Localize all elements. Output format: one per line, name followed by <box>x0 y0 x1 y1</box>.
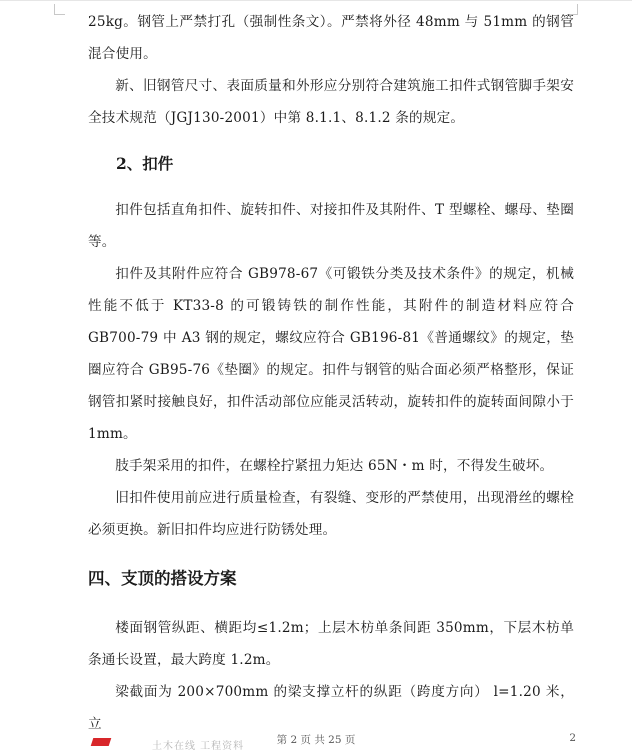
spacer <box>88 134 574 148</box>
page-footer <box>0 728 632 752</box>
crop-mark-left <box>54 4 65 15</box>
paragraph-fastener-types: 扣件包括直角扣件、旋转扣件、对接扣件及其附件、T 型螺栓、螺母、垫圈等。 <box>88 202 574 250</box>
footer-page-number: 2 <box>569 732 576 744</box>
spacer <box>88 546 574 562</box>
footer-page-indicator: 第 2 页 共 25 页 <box>276 734 356 746</box>
document-body <box>88 6 574 740</box>
paragraph-beam-support: 梁截面为 200×700mm 的梁支撑立杆的纵距（跨度方向） l=1.20 米，立 <box>88 684 574 732</box>
footer-watermark-text: 土木在线 工程资料 <box>152 741 245 752</box>
subheading-fasteners: 2、扣件 <box>116 154 174 173</box>
paragraph-fastener-inspection: 旧扣件使用前应进行质量检查，有裂缝、变形的严禁使用，出现滑丝的螺栓必须更换。新旧扣件均应进行防锈处理。 <box>88 490 574 538</box>
paragraph-fastener-torque: 肢手架采用的扣件，在螺栓拧紧扭力矩达 65N・m 时，不得发生破坏。 <box>115 458 554 474</box>
spacer <box>88 596 574 612</box>
page-top-edge <box>0 0 632 1</box>
paragraph-support-spacing: 楼面钢管纵距、横距均≤1.2m；上层木枋单条间距 350mm，下层木枋单条通长设置，最大跨度 1.2m。 <box>88 620 574 668</box>
paragraph-steel-tube-weight: 25kg。钢管上严禁打孔（强制性条文）。严禁将外径 48mm 与 51mm 的钢管混合使用。 <box>88 14 574 62</box>
paragraph-fastener-standards: 扣件及其附件应符合 GB978-67《可锻铁分类及技术条件》的规定，机械性能不低于 KT33-8 的可锻铸铁的制作性能，其附件的制造材料应符合 GB700-79 中 A3 钢的规定，螺纹应符合 GB196-81《普通螺纹》的规定，垫圈应符合 GB95-76《垫圈》的规定。扣件与钢管的贴合面必须严格整形，保证钢管扣紧时接触良好，扣件活动部位应能灵活转动，旋转扣件的旋转面间隙小于 1mm。 <box>88 266 574 442</box>
section-heading-support-scheme: 四、支顶的搭设方案 <box>88 569 237 588</box>
paragraph-steel-tube-standard: 新、旧钢管尺寸、表面质量和外形应分别符合建筑施工扣件式钢管脚手架安全技术规范（JGJ130-2001）中第 8.1.1、8.1.2 条的规定。 <box>88 78 574 126</box>
spacer <box>88 180 574 194</box>
